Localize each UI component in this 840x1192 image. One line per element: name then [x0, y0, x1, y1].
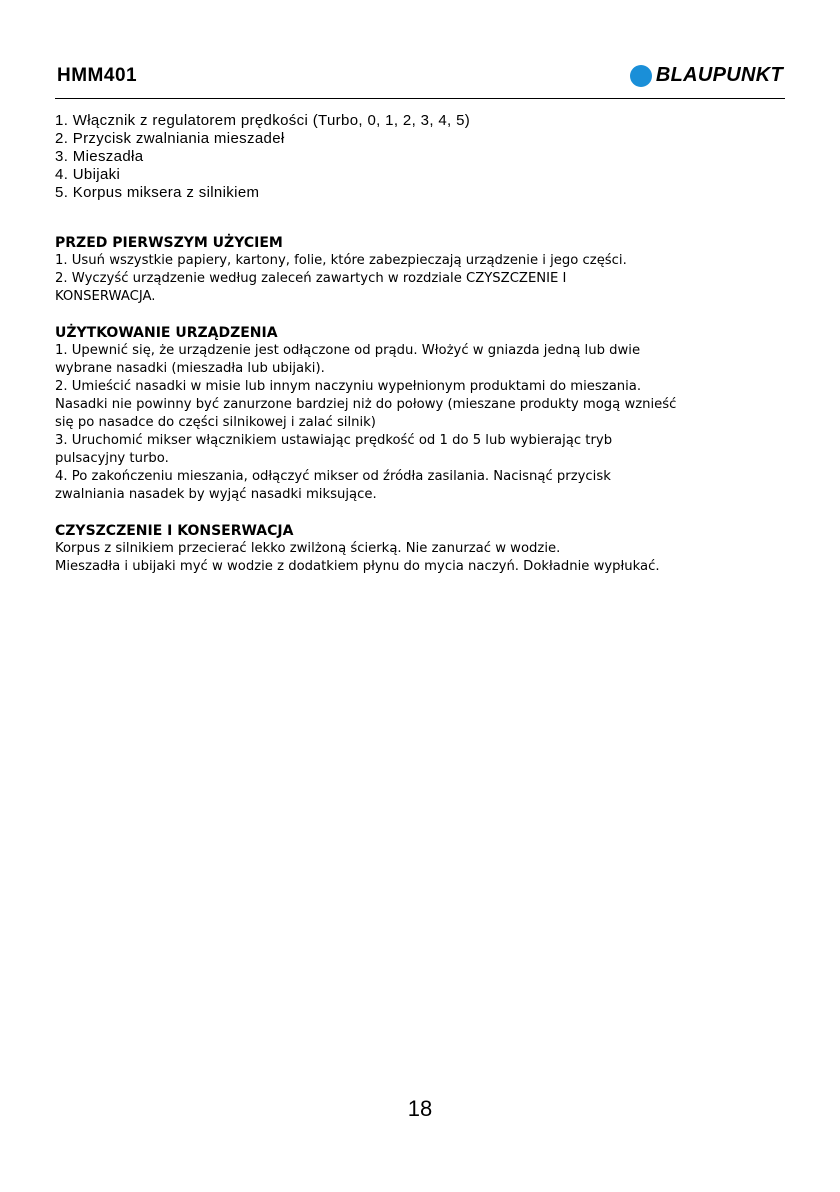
parts-list-item: 2. Przycisk zwalniania mieszadeł — [55, 130, 285, 147]
section-title: CZYSZCZENIE I KONSERWACJA — [55, 523, 294, 539]
model-name: HMM401 — [57, 65, 138, 86]
section-paragraph: Mieszadła i ubijaki myć w wodzie z dodatkiem płynu do mycia naczyń. Dokładnie wypłukać. — [55, 559, 660, 574]
parts-list — [55, 112, 470, 202]
page-number: 18 — [407, 1096, 433, 1121]
instructions-content — [55, 234, 795, 594]
section-paragraph: 3. Uruchomić mikser włącznikiem ustawiając prędkość od 1 do 5 lub wybierając tryb pulsacyjny turbo. — [55, 433, 613, 466]
parts-list-item: 3. Mieszadła — [55, 148, 144, 165]
brand-logo — [630, 64, 783, 87]
section-paragraph: Korpus z silnikiem przecierać lekko zwilżoną ścierką. Nie zanurzać w wodzie. — [55, 541, 561, 556]
brand-dot-icon — [630, 65, 652, 87]
section-paragraph: 2. Wyczyść urządzenie według zaleceń zawartych w rozdziale CZYSZCZENIE I KONSERWACJA. — [55, 271, 567, 304]
parts-list-item: 1. Włącznik z regulatorem prędkości (Turbo, 0, 1, 2, 3, 4, 5) — [55, 112, 471, 129]
parts-list-item: 5. Korpus miksera z silnikiem — [55, 184, 260, 201]
section-title: UŻYTKOWANIE URZĄDZENIA — [55, 325, 278, 341]
section-paragraph: 2. Umieścić nasadki w misie lub innym naczyniu wypełnionym produktami do mieszania. Nasadki nie powinny być zanurzone bardziej niż do połowy (mieszane produkty mogą wznieść się po nasadce do części silnikowej i zalać silnik) — [55, 379, 677, 430]
section-paragraph: 1. Upewnić się, że urządzenie jest odłączone od prądu. Włożyć w gniazda jedną lub dwie wybrane nasadki (mieszadła lub ubijaki). — [55, 343, 641, 376]
section-paragraph: 4. Po zakończeniu mieszania, odłączyć mikser od źródła zasilania. Nacisnąć przycisk zwalniania nasadek by wyjąć nasadki miksujące. — [55, 469, 611, 502]
section-paragraph: 1. Usuń wszystkie papiery, kartony, folie, które zabezpieczają urządzenie i jego części. — [55, 253, 627, 268]
brand-name: BLAUPUNKT — [655, 64, 783, 86]
page-header — [55, 62, 785, 99]
section-title: PRZED PIERWSZYM UŻYCIEM — [55, 235, 283, 251]
section-before-first-use — [55, 234, 795, 306]
parts-list-item: 4. Ubijaki — [55, 166, 121, 183]
section-usage — [55, 324, 795, 504]
section-cleaning — [55, 522, 795, 576]
